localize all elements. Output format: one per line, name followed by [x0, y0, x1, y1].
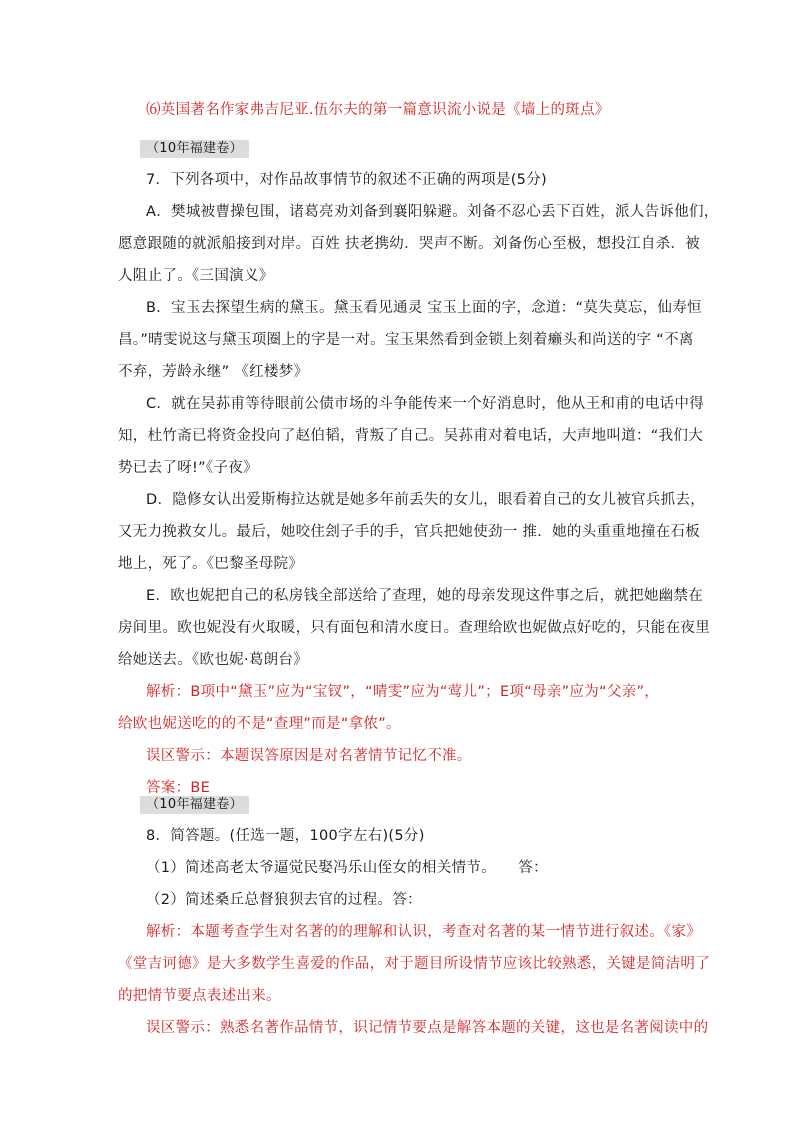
option-e-line: 给她送去。《欧也妮·葛朗台》 [118, 652, 309, 668]
option-e-line: 房间里。欧也妮没有火取暖，只有面包和清水度日。查理给欧也妮做点好吃的，只能在夜里 [118, 620, 710, 636]
option-b-line: 不弃，芳龄永继” 《红楼梦》 [118, 364, 309, 380]
source-tag: （10年福建卷） [140, 140, 249, 158]
option-b-line: 昌。”晴雯说这与黛玉项圈上的字是一对。宝玉果然看到金锁上刻着癞头和尚送的字 “不离 [118, 332, 694, 348]
analysis-line: 给欧也妮送吃的的不是“查理”而是“拿侬”。 [118, 716, 401, 732]
option-c-line: 知，杜竹斋已将资金投向了赵伯韬，背叛了自己。吴荪甫对着电话，大声地叫道：“我们大 [118, 428, 704, 444]
q7-section [118, 132, 719, 804]
sub-question-1: （1）简述高老太爷逼觉民娶冯乐山侄女的相关情节。 答： [146, 860, 548, 876]
sub-question-2: （2）简述桑丘总督狼狈去官的过程。答： [146, 892, 422, 908]
option-a-line: 人阻止了。《三国演义》 [118, 268, 274, 284]
option-c-line: C．就在吴荪甫等待眼前公债市场的斗争能传来一个好消息时，他从王和甫的电话中得 [146, 396, 705, 412]
option-d-line: 又无力挽救女儿。最后，她咬住刽子手的手，官兵把她使劲一 推．她的头重重地撞在石板 [118, 524, 701, 540]
question-stem: 8．简答题。(任选一题，100字左右)(5分) [146, 828, 425, 844]
answer-line: 答案：BE [146, 780, 211, 796]
analysis-line: 的把情节要点表述出来。 [118, 988, 281, 1004]
intro-section [118, 94, 678, 126]
option-d-line: D．隐修女认出爱斯梅拉达就是她多年前丢失的女儿，眼看着自己的女儿被官兵抓去， [146, 492, 706, 508]
option-e-line: E．欧也妮把自己的私房钱全部送给了查理，她的母亲发现这件事之后，就把她幽禁在 [146, 588, 704, 604]
option-a-line: 愿意跟随的就派船接到对岸。百姓 扶老携幼．哭声不断。刘备伤心至极，想投江自杀．被 [118, 236, 701, 252]
analysis-line: 解析：B项中“黛玉”应为“宝钗”，“晴雯”应为“莺儿”；E项“母亲”应为“父亲”， [146, 684, 660, 700]
question-stem: 7．下列各项中，对作品故事情节的叙述不正确的两项是(5分) [146, 172, 547, 188]
warning-line: 误区警示：熟悉名著作品情节，识记情节要点是解答本题的关键，这也是名著阅读中的 [146, 1020, 709, 1036]
analysis-line: 《堂吉诃德》是大多数学生喜爱的作品，对于题目所设情节应该比较熟悉，关键是简洁明了 [118, 956, 710, 972]
option-b-line: B．宝玉去探望生病的黛玉。黛玉看见通灵 宝玉上面的字，念道：“莫失莫忘，仙寿恒 [146, 300, 702, 316]
option-c-line: 势已去了呀!”《子夜》 [118, 460, 258, 476]
option-d-line: 地上，死了。《巴黎圣母院》 [118, 556, 304, 572]
intro-line: ⑹英国著名作家弗吉尼亚.伍尔夫的第一篇意识流小说是《墙上的斑点》 [146, 102, 610, 118]
warning-line: 误区警示：本题误答原因是对名著情节记忆不准。 [146, 748, 472, 764]
q8-section [118, 788, 710, 1044]
option-a-line: A．樊城被曹操包围，诸葛亮劝刘备到襄阳躲避。刘备不忍心丢下百姓，派人告诉他们， [146, 204, 719, 220]
analysis-line: 解析：本题考查学生对名著的的理解和认识，考查对名著的某一情节进行叙述。《家》 [146, 924, 702, 940]
source-tag: （10年福建卷） [140, 796, 249, 814]
